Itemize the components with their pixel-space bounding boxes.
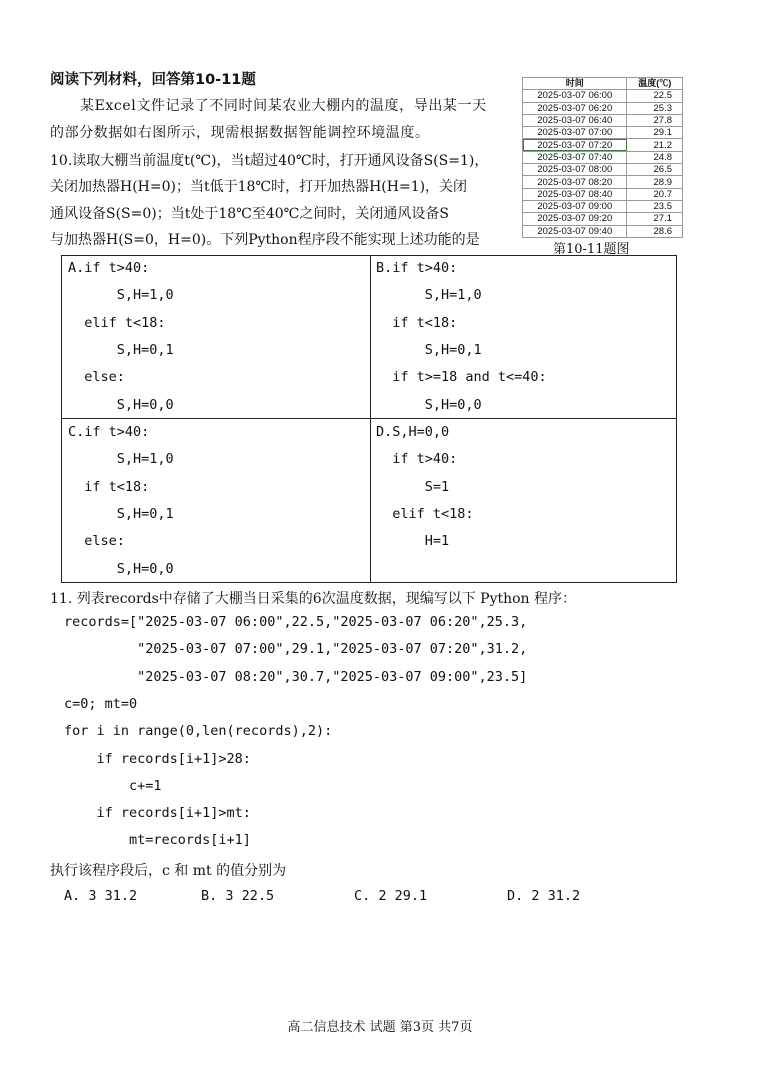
excel-row [523, 225, 683, 237]
excel-row [523, 139, 683, 151]
q11-choice-c[interactable]: C. 2 29.1 [354, 888, 428, 904]
option-a-code-line: A.if t>40: [68, 260, 150, 276]
material-paragraph-line-2: 的部分数据如右图所示，现需根据数据智能调控环境温度。 [50, 125, 430, 141]
excel-cell-time: 2025-03-07 08:40 [523, 188, 627, 200]
q11-code-line: "2025-03-07 08:20",30.7,"2025-03-07 09:00",23.5] [64, 668, 528, 685]
excel-cell-temp: 27.8 [627, 114, 683, 126]
excel-cell-temp: 21.2 [627, 139, 683, 151]
material-paragraph-line-1: 某Excel文件记录了不同时间某农业大棚内的温度，导出某一天 [80, 98, 487, 114]
option-b-code-line: S,H=0,0 [376, 396, 482, 413]
excel-cell-temp: 29.1 [627, 127, 683, 139]
q10-stem-line-4: 与加热器H(S=0，H=0)。下列Python程序段不能实现上述功能的是 [50, 232, 480, 248]
option-d[interactable] [376, 424, 671, 579]
excel-row [523, 188, 683, 200]
option-a-code-line: else: [68, 369, 125, 386]
q11-code-line: c=0; mt=0 [64, 695, 138, 712]
option-c[interactable] [68, 424, 368, 579]
q11-code-line: c+=1 [64, 777, 162, 794]
option-d-code-line: H=1 [376, 533, 450, 550]
excel-table-body [523, 90, 683, 238]
excel-row [523, 200, 683, 212]
q11-choice-b[interactable]: B. 3 22.5 [201, 888, 275, 904]
option-b-code-line: S,H=0,1 [376, 341, 482, 358]
q11-code-line: if records[i+1]>28: [64, 750, 251, 767]
option-b[interactable] [376, 260, 671, 415]
option-b-code-line: if t<18: [376, 314, 458, 331]
excel-cell-time: 2025-03-07 07:20 [523, 139, 627, 151]
excel-cell-temp: 26.5 [627, 164, 683, 176]
option-b-code-line: S,H=1,0 [376, 287, 482, 304]
q11-code-line: "2025-03-07 07:00",29.1,"2025-03-07 07:20",31.2, [64, 641, 528, 658]
page-footer: 高二信息技术 试题 第3页 共7页 [287, 1020, 473, 1035]
excel-cell-temp: 22.5 [627, 90, 683, 102]
excel-row [523, 151, 683, 163]
option-c-code-line: if t<18: [68, 478, 150, 495]
q11-code-line: mt=records[i+1] [64, 832, 251, 849]
excel-cell-time: 2025-03-07 06:00 [523, 90, 627, 102]
option-d-code-line: S=1 [376, 478, 450, 495]
option-a-code-line: elif t<18: [68, 314, 166, 331]
excel-cell-time: 2025-03-07 09:00 [523, 200, 627, 212]
excel-cell-time: 2025-03-07 06:20 [523, 102, 627, 114]
q10-stem-line-2: 关闭加热器H(H=0)；当t低于18℃时，打开加热器H(H=1)，关闭 [50, 179, 468, 195]
excel-cell-time: 2025-03-07 08:00 [523, 164, 627, 176]
excel-cell-time: 2025-03-07 09:40 [523, 225, 627, 237]
excel-row [523, 90, 683, 102]
excel-header-temp: 温度(℃) [627, 78, 683, 90]
excel-cell-temp: 20.7 [627, 188, 683, 200]
option-a[interactable] [68, 260, 368, 415]
q10-stem-line-1: 10.读取大棚当前温度t(℃)，当t超过40℃时，打开通风设备S(S=1)， [50, 153, 489, 169]
excel-cell-temp: 25.3 [627, 102, 683, 114]
option-a-code-line: S,H=0,0 [68, 396, 174, 413]
q11-ask: 执行该程序段后，c 和 mt 的值分别为 [50, 863, 287, 879]
excel-cell-time: 2025-03-07 08:20 [523, 176, 627, 188]
excel-cell-time: 2025-03-07 06:40 [523, 114, 627, 126]
option-b-code-line: if t>=18 and t<=40: [376, 369, 547, 386]
option-d-code-line: if t>40: [376, 451, 458, 468]
option-a-code-line: S,H=0,1 [68, 341, 174, 358]
option-d-code-line: D.S,H=0,0 [376, 424, 450, 440]
excel-data-table [522, 77, 683, 238]
q11-code-line: if records[i+1]>mt: [64, 805, 251, 822]
excel-cell-time: 2025-03-07 09:20 [523, 213, 627, 225]
excel-cell-time: 2025-03-07 07:40 [523, 151, 627, 163]
figure-caption: 第10-11题图 [553, 242, 630, 257]
excel-cell-temp: 23.5 [627, 200, 683, 212]
excel-cell-temp: 27.1 [627, 213, 683, 225]
excel-row [523, 127, 683, 139]
excel-cell-temp: 28.9 [627, 176, 683, 188]
q11-choice-a[interactable]: A. 3 31.2 [64, 888, 138, 904]
excel-row [523, 213, 683, 225]
excel-header-time: 时间 [523, 78, 627, 90]
option-c-code-line: S,H=1,0 [68, 451, 174, 468]
q10-options-box [61, 255, 677, 583]
option-c-code-line: else: [68, 533, 125, 550]
option-c-code-line: S,H=0,1 [68, 505, 174, 522]
excel-row [523, 102, 683, 114]
option-b-code-line: B.if t>40: [376, 260, 458, 276]
excel-row [523, 114, 683, 126]
option-a-code-line: S,H=1,0 [68, 287, 174, 304]
q10-stem-line-3: 通风设备S(S=0)；当t处于18℃至40℃之间时，关闭通风设备S [50, 206, 449, 222]
q11-stem: 11. 列表records中存储了大棚当日采集的6次温度数据，现编写以下 Python 程序： [50, 591, 577, 607]
excel-row [523, 176, 683, 188]
option-c-code-line: S,H=0,0 [68, 560, 174, 577]
option-d-code-line: elif t<18: [376, 505, 474, 522]
excel-cell-time: 2025-03-07 07:00 [523, 127, 627, 139]
material-heading: 阅读下列材料，回答第10-11题 [50, 72, 256, 88]
excel-cell-temp: 28.6 [627, 225, 683, 237]
q11-code-line: for i in range(0,len(records),2): [64, 723, 333, 740]
q11-code-line: records=["2025-03-07 06:00",22.5,"2025-03-07 06:20",25.3, [64, 614, 528, 630]
q11-choice-d[interactable]: D. 2 31.2 [507, 888, 581, 904]
option-c-code-line: C.if t>40: [68, 424, 150, 440]
excel-row [523, 164, 683, 176]
excel-cell-temp: 24.8 [627, 151, 683, 163]
